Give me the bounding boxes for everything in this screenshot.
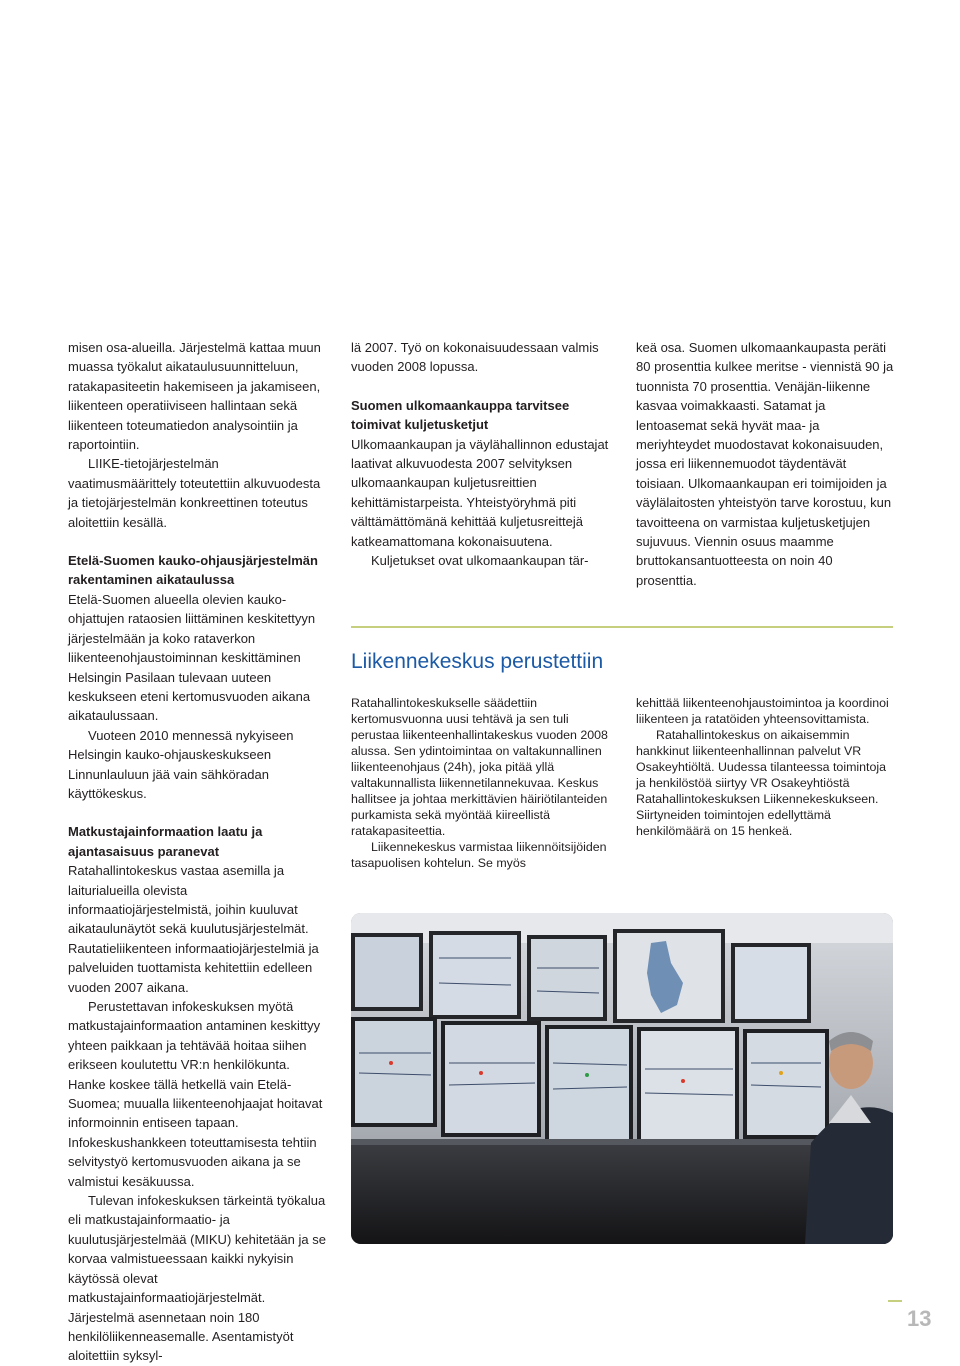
paragraph: Liikennekeskus varmistaa liikennöitsijöiden tasapuolisen kohtelun. Se myös (351, 840, 607, 870)
page-number (880, 1300, 940, 1340)
control-room-photo (351, 913, 893, 1244)
paragraph: Ratahallintokeskukselle säädettiin kertomusvuonna uusi tehtävä ja sen tuli perustaa liikenteenhallintakeskus vuoden 2008 alussa. Sen ydintoimintaa on valtakunnallinen liikenteenohjaus (24h), joka pitää yllä valtakunnallista liikennetilannekuvaa. Keskus hallitsee ja johtaa merkittävien häiriötilanteiden purkamista sekä myöntää kiireellistä ratakapasiteettia. (351, 696, 608, 838)
control-room-illustration (351, 913, 893, 1244)
monitor-upper-row (351, 929, 811, 1023)
page-number-text: 13 (907, 1306, 932, 1331)
page-number-tick (888, 1300, 902, 1302)
paragraph: kehittää liikenteenohjaustoimintoa ja koordinoi liikenteen ja ratatöiden yhteensovittamista. (636, 696, 889, 726)
spacer (68, 803, 326, 822)
paragraph: LIIKE-tietojärjestelmän vaatimusmäärittely toteutettiin alkuvuodesta ja tietojärjestelmän konkreettinen toteutus aloitettiin kesällä. (68, 456, 321, 530)
section-heading: Etelä-Suomen kauko-ohjausjärjestelmän rakentaminen aikataulussa (68, 553, 318, 588)
paragraph: Ulkomaankaupan ja väylähallinnon edustajat laativat alkuvuodesta 2007 selvityksen ulkomaankaupan kuljetusreittien kehittämistarpeista. Yhteistyöryhmä piti välttämättömänä kehittää kuljetusreittejä katkeamattomana kokonaisuutena. (351, 436, 609, 549)
spacer (351, 377, 609, 396)
paragraph: Ratahallintokeskus on aikaisemmin hankkinut liikenteenhallinnan palvelut VR Osakeyhtiöltä. Uudessa tilanteessa toimintoja ja henkilöstöä siirtyy VR Osakeyhtiöstä Ratahallintokeskuksen Liikennekeskukseen. Siirtyneiden toimintojen edellyttämä henkilömäärä on 15 henkeä. (636, 728, 887, 838)
paragraph: Perustettavan infokeskuksen myötä matkustajainformaation antaminen keskittyy yhteen paikkaan ja tehtävää hoitaa siihen erikseen koulutettu VR:n henkilökunta. Hanke koskee tällä hetkellä vain Etelä-Suomea; muualla liikenteenohjaajat hoitavat informoinnin entiseen tapaan. Infokeskushankkeen toteuttamisesta tehtiin selvitystyö kertomusvuoden aikana ja se valmistui kesäkuussa. (68, 999, 323, 1189)
column-middle (351, 338, 609, 570)
feature-title: Liikennekeskus perustettiin (351, 650, 604, 673)
spacer (68, 532, 326, 551)
feature-column-right (636, 695, 894, 839)
paragraph: keä osa. Suomen ulkomaankaupasta peräti 80 prosenttia kulkee meritse - viennistä 90 ja tuonnista 70 prosenttia. Venäjän-liikenne kasvaa voimakkaasti. Satamat ja lentoasemat sekä hyvät maa- ja meriyhteydet muodostavat kokonaisuuden, jossa eri liikennemuodot täydentävät toisiaan. Ulkomaankaupan eri toimijoiden ja väylälaitosten yhteistyön tarve korostuu, kun tavoitteena on varmistaa kuljetusketjujen sujuvuus. Viennin osuus maamme bruttokansantuotteesta on noin 40 prosenttia. (636, 340, 894, 588)
paragraph: Ratahallintokeskus vastaa asemilla ja laiturialueilla olevista informaatiojärjestelmistä, joihin kuuluvat aikataulunäytöt sekä kuulutusjärjestelmät. Rautatieliikenteen informaatiojärjestelmiä ja palveluiden tuottamista kehitettiin edelleen vuoden 2007 aikana. (68, 863, 319, 995)
column-right (636, 338, 894, 590)
paragraph: lä 2007. Työ on kokonaisuudessaan valmis vuoden 2008 lopussa. (351, 340, 599, 375)
divider-rule (351, 626, 893, 628)
column-left (68, 338, 326, 1366)
feature-column-left (351, 695, 609, 871)
paragraph: Etelä-Suomen alueella olevien kauko-ohjattujen rataosien liittäminen keskitettyyn järjestelmään ja koko rataverkon liikenteenohjaustoiminnan keskittäminen Helsingin Pasilaan tulevaan uuteen keskukseen eteni kertomusvuoden aikana aikataulussaan. (68, 591, 316, 724)
section-heading: Matkustajainformaation laatu ja ajantasaisuus paranevat (68, 824, 263, 859)
section-heading: Suomen ulkomaankauppa tarvitsee toimivat kuljetusketjut (351, 397, 570, 433)
paragraph: Tulevan infokeskuksen tärkeintä työkalua eli matkustajainformaatio- ja kuulutusjärjestelmää (MIKU) kehitetään ja se korvaa valmistueessaan kaikki nykyisin käytössä olevat matkustajainformaatiojärjestelmät. Järjestelmä asennetaan noin 180 henkilöliikenneasemalle. Asentamistyöt aloitettiin syksyl- (68, 1193, 326, 1364)
paragraph: misen osa-alueilla. Järjestelmä kattaa muun muassa työkalut aikataulusuunnitteluun, ratakapasiteetin hakemiseen ja jakamiseen, liikenteen operatiiviseen hallintaan sekä liikenteen toteumatiedon analysointiin ja raportointiin. (68, 340, 321, 453)
paragraph: Vuoteen 2010 mennessä nykyiseen Helsingin kauko-ohjauskeskukseen Linnunlauluun jää vain sähköradan käyttökeskus. (68, 727, 294, 801)
paragraph: Kuljetukset ovat ulkomaankaupan tär- (371, 553, 589, 569)
